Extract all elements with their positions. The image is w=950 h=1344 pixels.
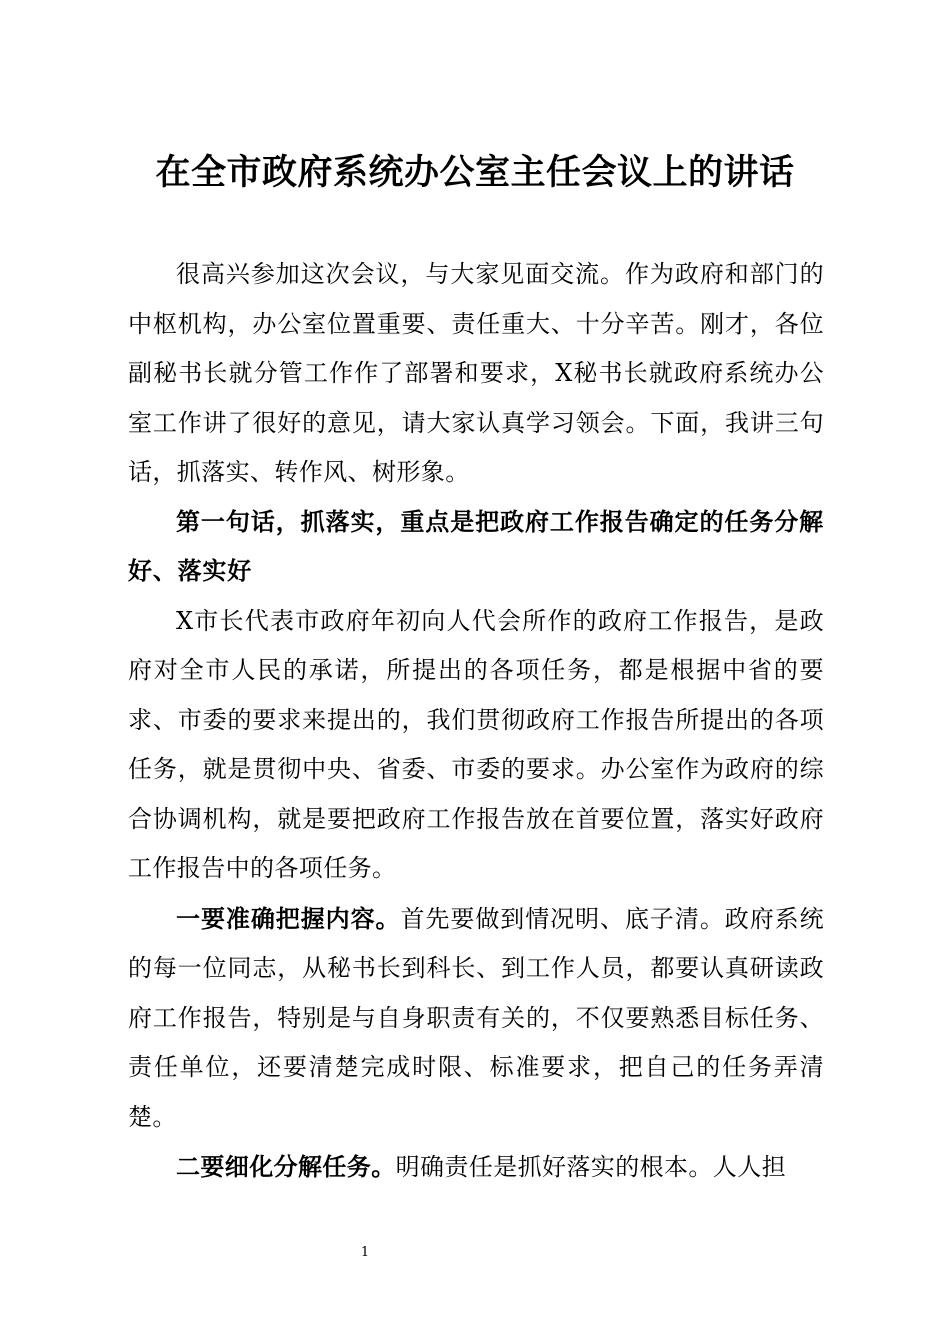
page-number: 1 [360,1245,370,1260]
document-title: 在全市政府系统办公室主任会议上的讲话 [155,152,795,193]
point-two-lead: 二要细化分解任务。 [176,1152,396,1181]
point-two-text: 明确责任是抓好落实的根本。人人担 [395,1153,787,1181]
paragraph-point-two [128,1142,824,1193]
paragraph-intro: 很高兴参加这次会议，与大家见面交流。作为政府和部门的中枢机构，办公室位置重要、责任重大、十分辛苦。刚才，各位副秘书长就分管工作作了部署和要求，X秘书长就政府系统办公室工作讲了很好的意见，请大家认真学习领会。下面，我讲三句话，抓落实、转作风、树形象。 [128,260,824,486]
point-one-lead: 一要准确把握内容。 [176,903,401,933]
section-heading: 第一句话，抓落实，重点是把政府工作报告确定的任务分解好、落实好 [128,507,824,585]
paragraph-point-one [128,894,824,1143]
document-body [128,250,824,1193]
paragraph-report: X市长代表市政府年初向人代会所作的政府工作报告，是政府对全市人民的承诺，所提出的各项任务，都是根据中省的要求、市委的要求来提出的，我们贯彻政府工作报告所提出的各项任务，就是贯彻中央、省委、市委的要求。办公室作为政府的综合协调机构，就是要把政府工作报告放在首要位置，落实好政府工作报告中的各项任务。 [128,606,824,882]
point-one-text: 首先要做到情况明、底子清。政府系统的每一位同志，从秘书长到科长、到工作人员，都要认真研读政府工作报告，特别是与自身职责有关的，不仅要熟悉目标任务、责任单位，还要清楚完成时限、标准要求，把自己的任务弄清楚。 [128,904,824,1131]
